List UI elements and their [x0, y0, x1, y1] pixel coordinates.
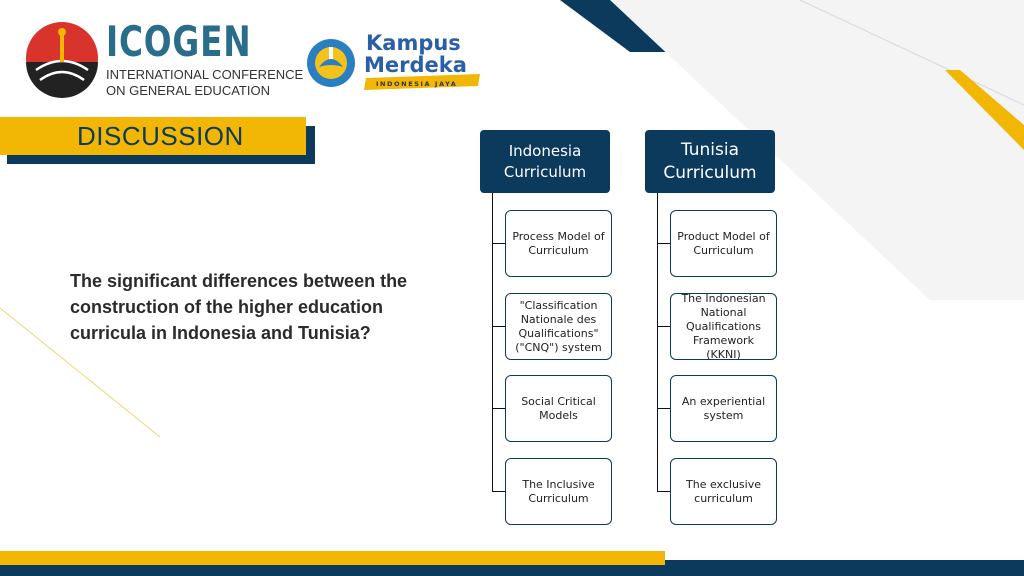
- icogen-subtitle-line1: INTERNATIONAL CONFERENCE: [106, 67, 304, 82]
- section-title: DISCUSSION: [77, 121, 244, 151]
- indonesia-jaya-text: INDONESIA JAYA: [376, 80, 458, 88]
- list-item: Product Model of Curriculum: [670, 210, 777, 277]
- connector-branch: [492, 326, 506, 327]
- connector-trunk: [657, 193, 658, 491]
- column-heading-tunisia: [645, 130, 775, 193]
- connector-branch: [657, 408, 671, 409]
- column-heading-line1: Indonesia: [508, 141, 582, 160]
- icogen-logo-icon: [22, 18, 102, 98]
- kampus-merdeka-logo-icon: [362, 28, 484, 94]
- kampus-text: Kampus: [366, 31, 461, 55]
- column-heading-indonesia: [480, 130, 610, 193]
- discussion-question: The significant differences between the construction of the higher education curricula in Indonesia and Tunisia?: [70, 271, 408, 343]
- footer-navy-bar: [0, 565, 1024, 576]
- icogen-subtitle: [106, 67, 303, 99]
- column-heading-line1: Tunisia: [680, 139, 740, 160]
- footer-gold-bar: [0, 551, 665, 565]
- list-item: The exclusive curriculum: [670, 458, 777, 525]
- list-item: An experiential system: [670, 375, 777, 442]
- icogen-subtitle-line2: ON GENERAL EDUCATION: [106, 83, 270, 98]
- connector-trunk: [492, 193, 493, 491]
- icogen-title: ICOGEN: [106, 17, 252, 66]
- list-item: The Inclusive Curriculum: [505, 458, 612, 525]
- column-heading-line2: Curriculum: [663, 162, 757, 183]
- connector-branch: [492, 491, 506, 492]
- connector-branch: [657, 326, 671, 327]
- connector-branch: [657, 491, 671, 492]
- merdeka-text: Merdeka: [364, 53, 467, 77]
- connector-branch: [657, 243, 671, 244]
- list-item: "Classification Nationale des Qualifications" ("CNQ") system: [505, 293, 612, 360]
- column-heading-line2: Curriculum: [503, 162, 587, 181]
- list-item: Social Critical Models: [505, 375, 612, 442]
- connector-branch: [492, 243, 506, 244]
- list-item: Process Model of Curriculum: [505, 210, 612, 277]
- tut-wuri-handayani-emblem-icon: [305, 37, 357, 89]
- list-item: The Indonesian National Qualifications Framework (KKNI): [670, 293, 777, 360]
- connector-branch: [492, 408, 506, 409]
